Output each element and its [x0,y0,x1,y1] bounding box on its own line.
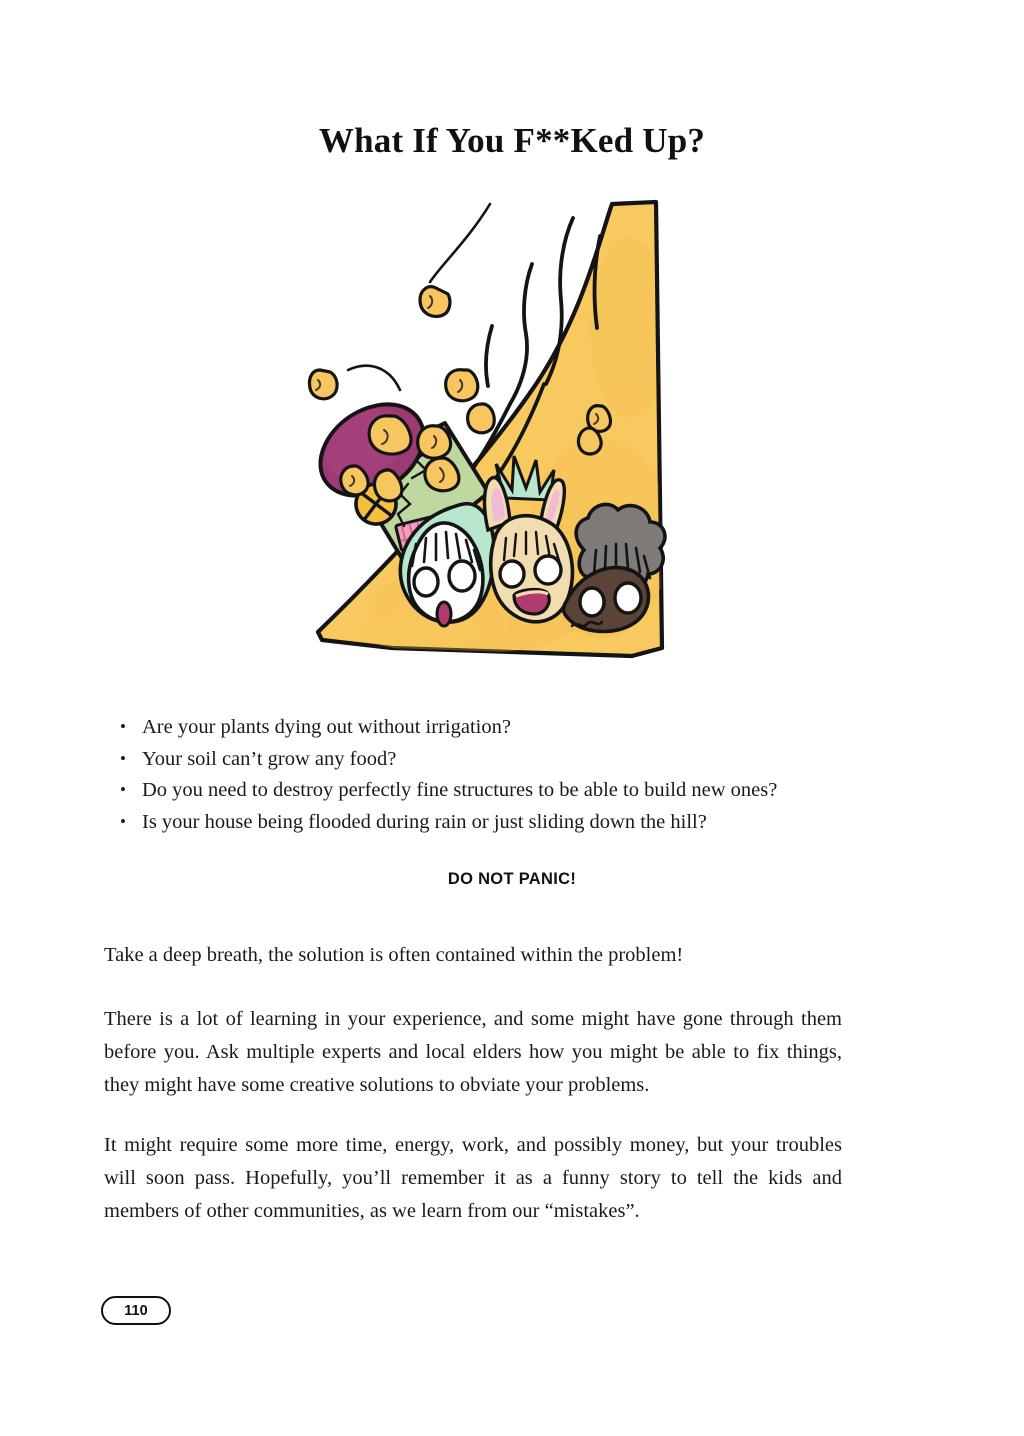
landslide-hillside-illustration [300,178,680,673]
list-item: • Do you need to destroy perfectly fine structures to be able to build new ones? [112,775,912,807]
page-number-badge: 110 [101,1296,171,1325]
paragraph-take-a-deep-breath: Take a deep breath, the solution is often contained within the problem! [104,943,684,966]
face-tan-rabbit-ears [485,456,573,622]
list-item: • Is your house being flooded during rain or just sliding down the hill? [112,807,912,839]
page-title: What If You F**Ked Up? [318,121,706,161]
question-bullet-list [112,712,912,838]
list-item: • Your soil can’t grow any food? [112,744,912,776]
list-item: • Are your plants dying out without irrigation? [112,712,912,744]
paragraph-learning-experience: There is a lot of learning in your experience, and some might have gone through them before you. Ask multiple experts and local elders how you might be able to fix things, they might have some creative solutions to obviate your problems. [104,1007,842,1096]
do-not-panic-callout: DO NOT PANIC! [447,870,577,888]
paragraph-troubles-will-pass: It might require some more time, energy, work, and possibly money, but your troubles will soon pass. Hopefully, you’ll remember it as a funny story to tell the kids and members of other communities, as we learn from our “mistakes”. [104,1133,842,1222]
